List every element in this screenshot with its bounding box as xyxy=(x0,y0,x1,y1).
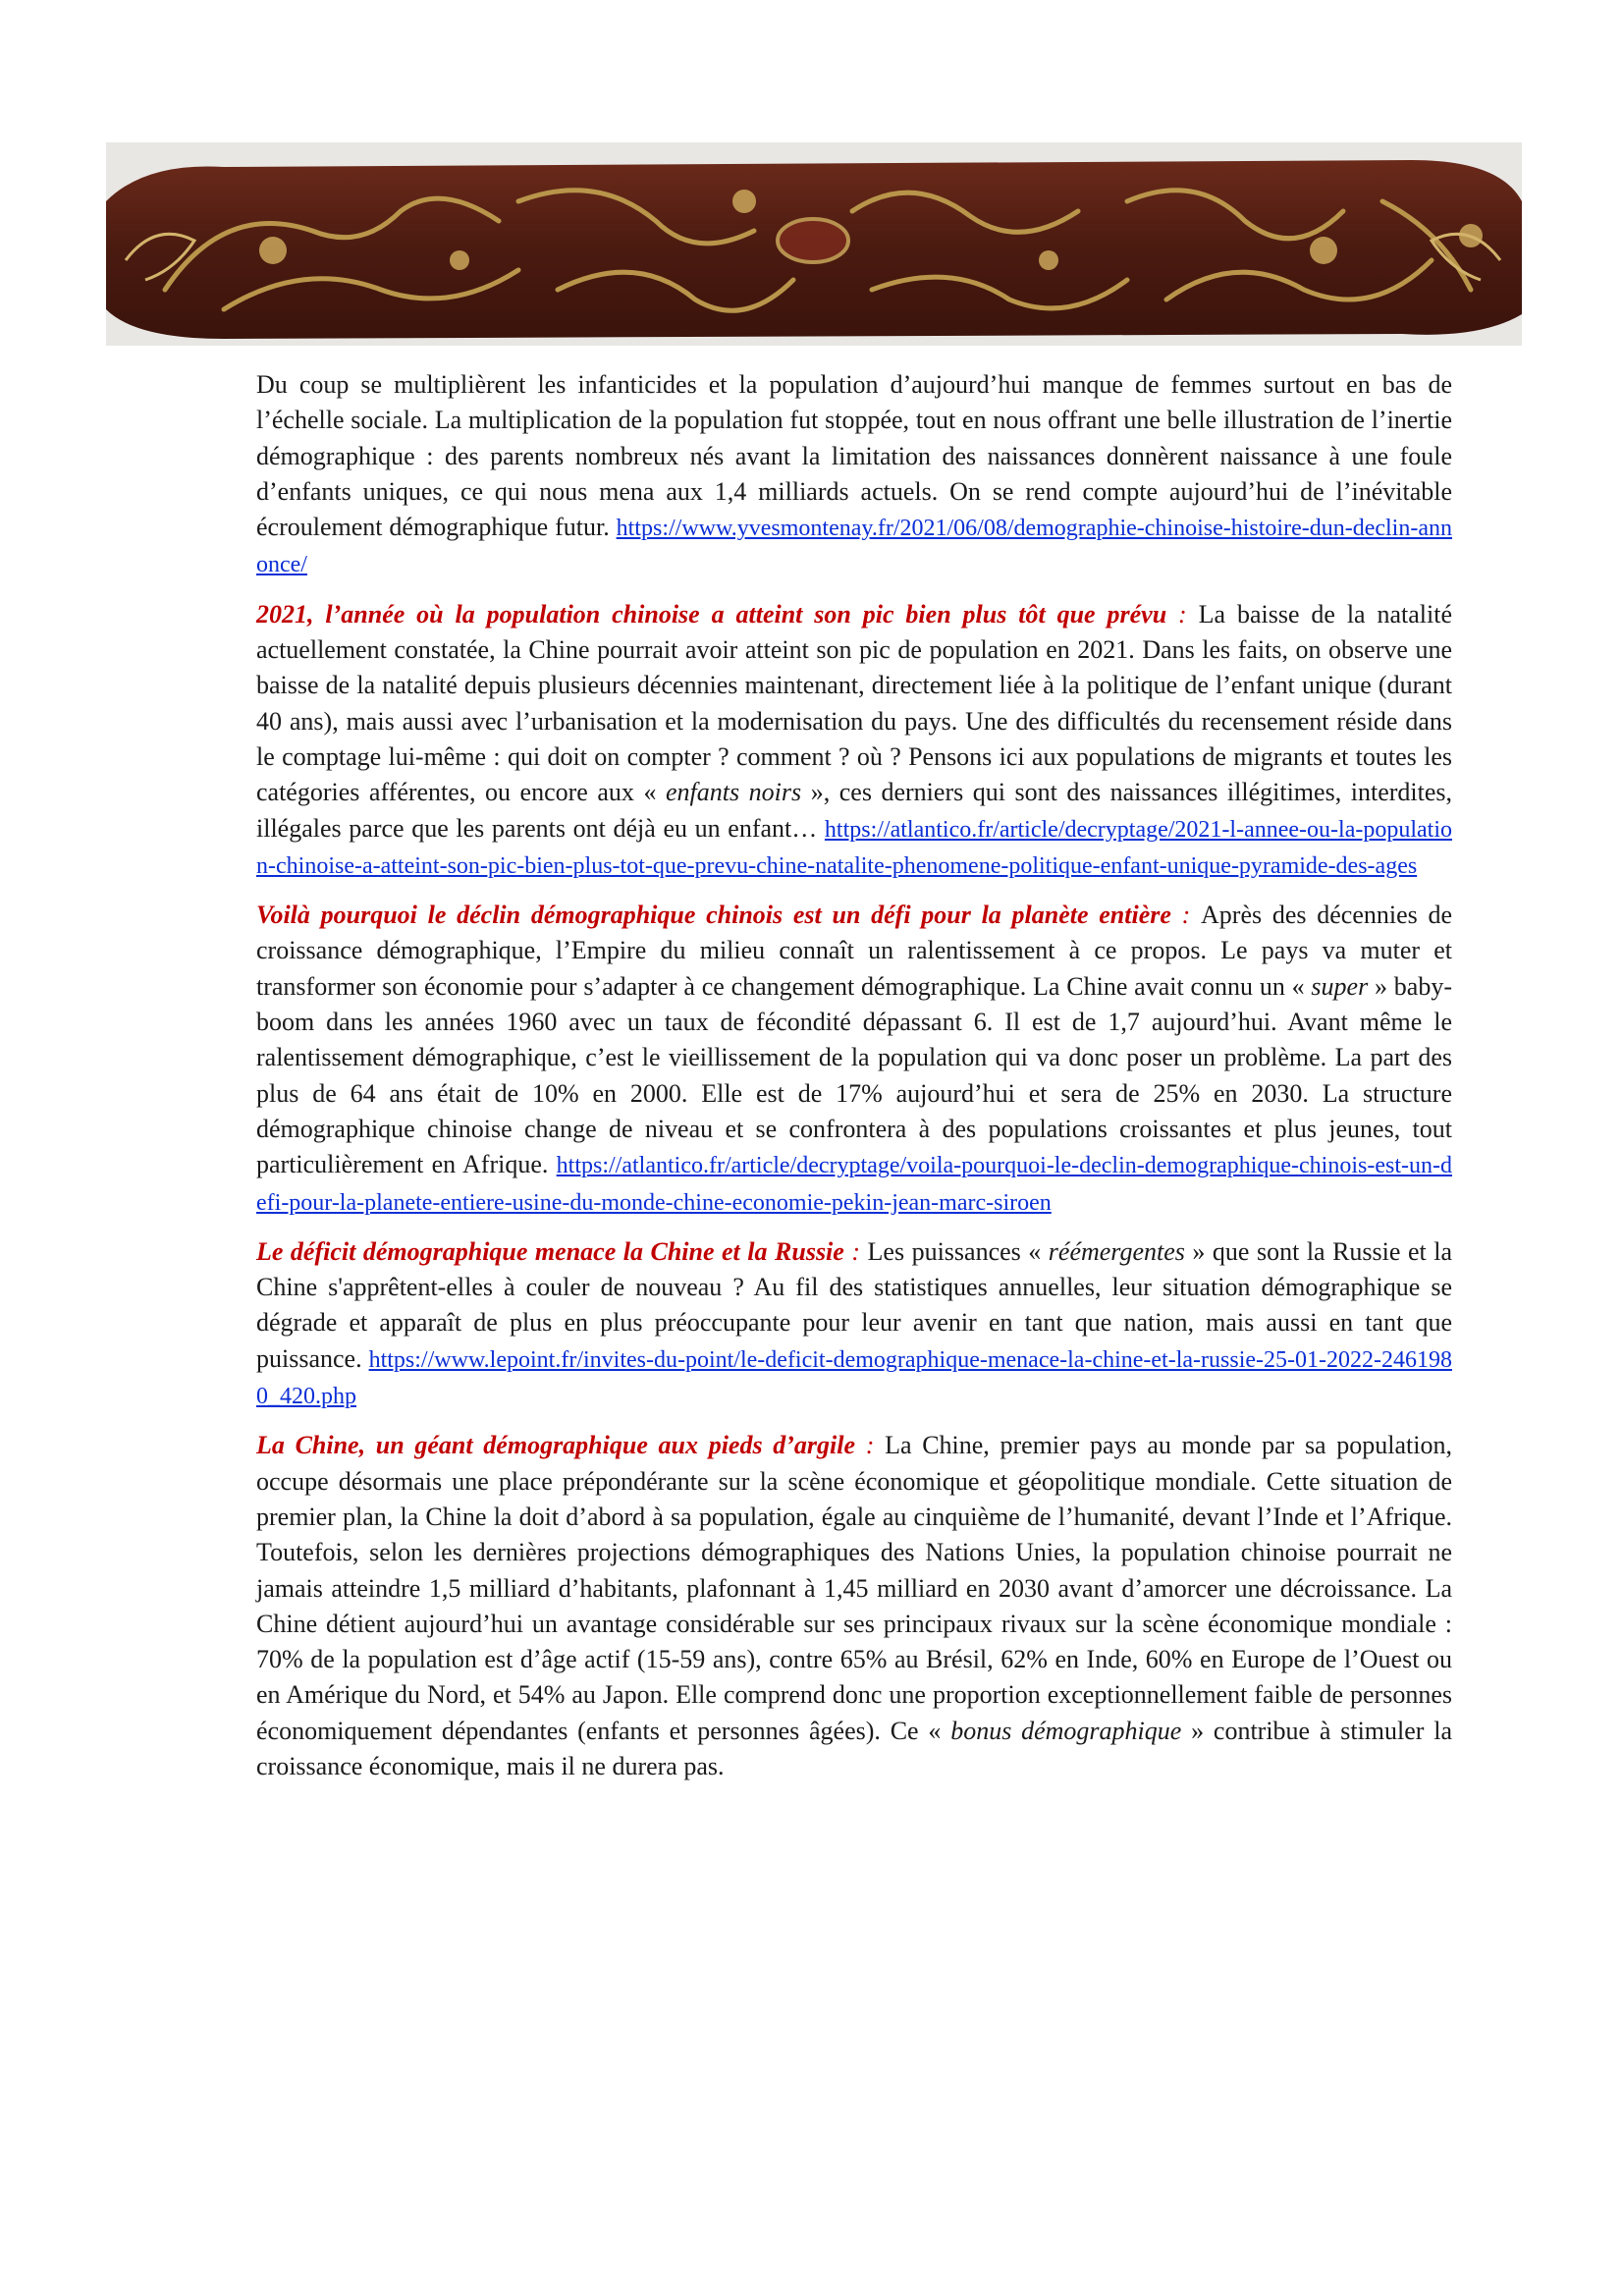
paragraph-deficit-russie xyxy=(256,1234,1452,1414)
paragraph-pic-population xyxy=(256,597,1452,884)
paragraph-text: » baby-boom dans les années 1960 avec un taux de fécondité dépassant 6. Il est de 1,7 aujourd’hui. Avant même le ralentissement démographique, c’est le vieillissement de la population qui va donc poser un problème. La part des plus de 64 ans était de 10% en 2000. Elle est de 17% aujourd’hui et sera de 25% en 2030. La structure démographique chinoise change de niveau et se confrontera à des populations croissantes et plus jeunes, tout particulièrement en Afrique. xyxy=(256,971,1452,1179)
emphasis-text: enfants noirs xyxy=(666,778,802,807)
article-body xyxy=(256,367,1452,1798)
emphasis-text: super xyxy=(1311,971,1369,1001)
source-link[interactable]: https://www.yvesmontenay.fr/2021/06/08/demographie-chinoise-histoire-dun-declin-annonce/ xyxy=(256,516,1452,578)
paragraph-declin-defi xyxy=(256,898,1452,1221)
emphasis-text: bonus démographique xyxy=(950,1716,1182,1745)
carved-wood-banner-image xyxy=(106,142,1522,346)
emphasis-text: réémergentes xyxy=(1048,1236,1185,1266)
paragraph-text: Du coup se multiplièrent les infanticides et la population d’aujourd’hui manque de femmes surtout en bas de l’échelle sociale. La multiplication de la population fut stoppée, tout en nous offrant une belle illustration de l’inertie démographique : des parents nombreux nés avant la limitation des naissances donnèrent naissance à une foule d’enfants uniques, ce qui nous mena aux 1,4 milliards actuels. On se rend compte aujourd’hui de l’inévitable écroulement démographique futur. xyxy=(256,370,1452,542)
title-colon: : xyxy=(1170,901,1202,930)
section-title: Le déficit démographique menace la Chine et la Russie xyxy=(256,1236,844,1266)
paragraph-intro xyxy=(256,367,1452,583)
title-colon: : xyxy=(1166,599,1199,629)
paragraph-geant-argile xyxy=(256,1428,1452,1784)
section-title: La Chine, un géant démographique aux pieds d’argile xyxy=(256,1431,856,1460)
section-title: Voilà pourquoi le déclin démographique chinois est un défi pour la planète entière xyxy=(256,901,1171,930)
title-colon: : xyxy=(843,1236,868,1266)
paragraph-text: » que sont la Russie et la Chine s'apprêtent-elles à couler de nouveau ? Au fil des statistiques annuelles, leur situation démographique se dégrade et apparaît de plus en plus préoccupante pour leur avenir en tant que nation, mais aussi en tant que puissance. xyxy=(256,1236,1452,1373)
paragraph-text: », ces derniers qui sont des naissances illégitimes, interdites, illégales parce que les parents ont déjà eu un enfant… xyxy=(256,778,1452,843)
carved-wood-phoenix-panel-icon xyxy=(106,142,1522,346)
source-link[interactable]: https://atlantico.fr/article/decryptage/voila-pourquoi-le-declin-demographique-chinois-est-un-defi-pour-la-planete-entiere-usine-du-monde-chine-economie-pekin-jean-marc-siroen xyxy=(256,1153,1452,1216)
source-link[interactable]: https://www.lepoint.fr/invites-du-point/le-deficit-demographique-menace-la-chine-et-la-russie-25-01-2022-2461980_420.php xyxy=(256,1346,1452,1410)
paragraph-text: Après des décennies de croissance démographique, l’Empire du milieu connaît un ralentissement à ce propos. Le pays va muter et transformer son économie pour s’adapter à ce changement démographique. La Chine avait connu un « xyxy=(256,901,1453,1001)
paragraph-text: La baisse de la natalité actuellement constatée, la Chine pourrait avoir atteint son pic de population en 2021. Dans les faits, on observe une baisse de la natalité depuis plusieurs décennies maintenant, directement liée à la politique de l’enfant unique (durant 40 ans), mais aussi avec l’urbanisation et la modernisation du pays. Une des difficultés du recensement réside dans le comptage lui-même : qui doit on compter ? comment ? où ? Pensons ici aux populations de migrants et toutes les catégories afférentes, ou encore aux « xyxy=(256,599,1452,807)
paragraph-text: La Chine, premier pays au monde par sa population, occupe désormais une place prépondérante sur la scène économique et géopolitique mondiale. Cette situation de premier plan, la Chine la doit d’abord à sa population, égale au cinquième de l’humanité, devant l’Inde et l’Afrique. Toutefois, selon les dernières projections démographiques des Nations Unies, la population chinoise pourrait ne jamais atteindre 1,5 milliard d’habitants, plafonnant à 1,45 milliard en 2030 avant d’amorcer une décroissance. La Chine détient aujourd’hui un avantage considérable sur ses principaux rivaux sur la scène économique mondiale : 70% de la population est d’âge actif (15-59 ans), contre 65% au Brésil, 62% en Inde, 60% en Europe de l’Ouest ou en Amérique du Nord, et 54% au Japon. Elle comprend donc une proportion exceptionnellement faible de personnes économiquement dépendantes (enfants et personnes âgées). Ce « xyxy=(256,1431,1452,1745)
paragraph-text: » contribue à stimuler la croissance économique, mais il ne durera pas. xyxy=(256,1716,1452,1780)
paragraph-text: Les puissances « xyxy=(867,1236,1049,1266)
source-link[interactable]: https://atlantico.fr/article/decryptage/2021-l-annee-ou-la-population-chinoise-a-atteint-son-pic-bien-plus-tot-que-prevu-chine-natalite-phenomene-politique-enfant-unique-pyramide-des-ages xyxy=(256,816,1452,879)
title-colon: : xyxy=(855,1431,886,1460)
section-title: 2021, l’année où la population chinoise a atteint son pic bien plus tôt que prévu xyxy=(256,599,1167,629)
